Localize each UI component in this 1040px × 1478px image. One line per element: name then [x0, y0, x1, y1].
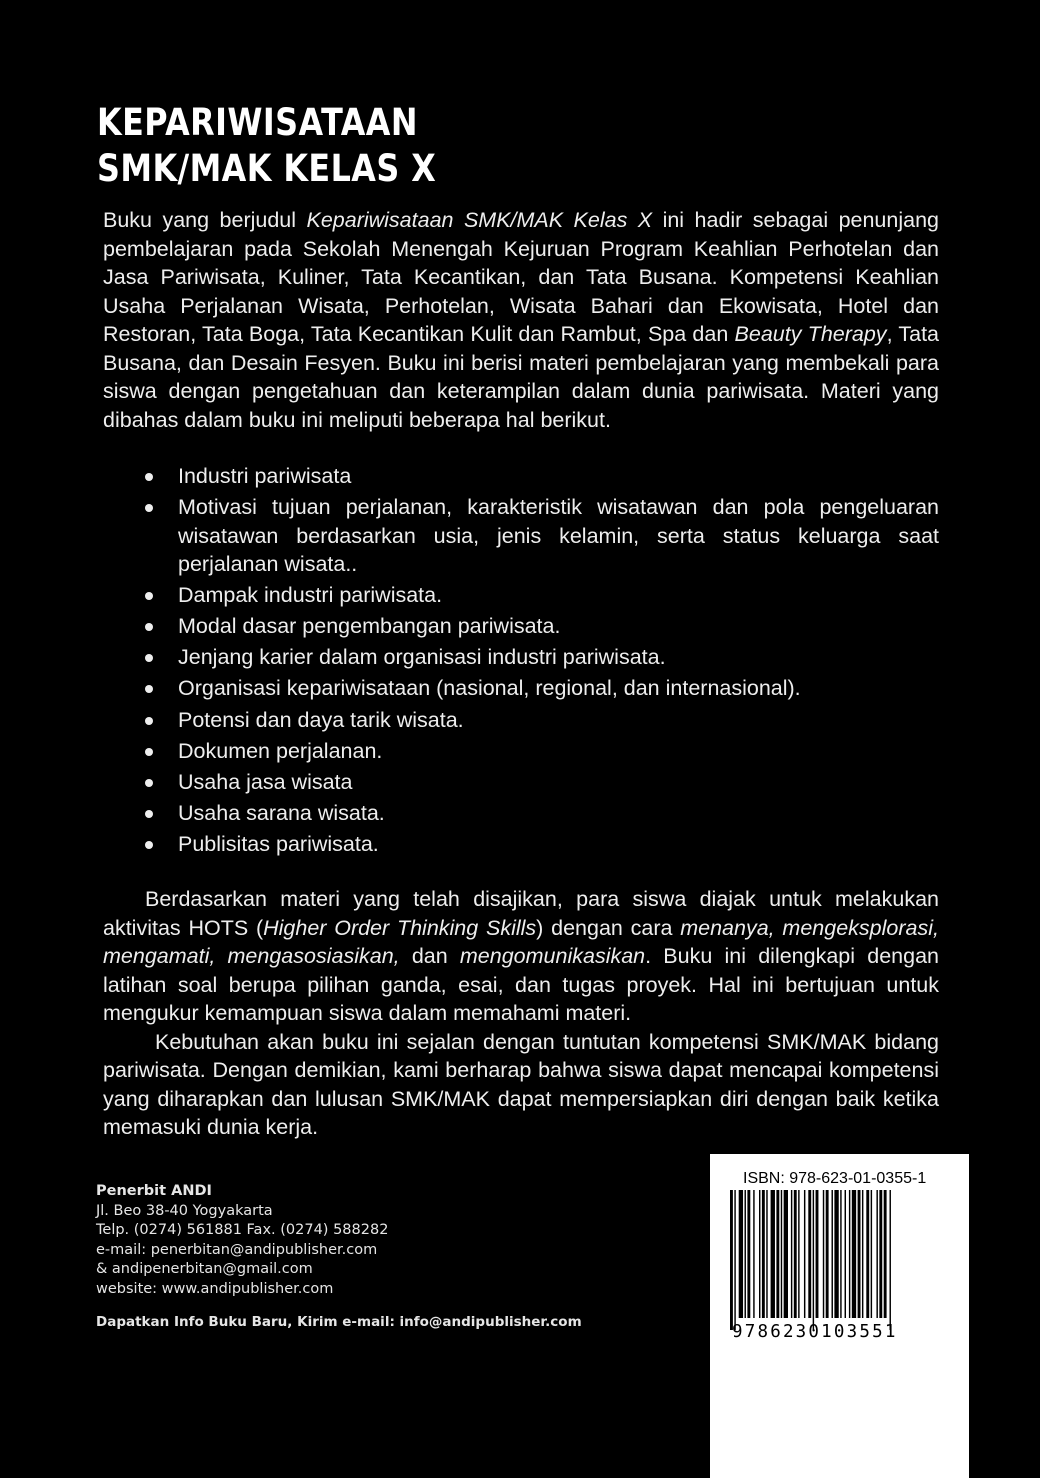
barcode-bar — [849, 1190, 850, 1318]
publisher-info — [96, 1182, 388, 1299]
barcode-bar — [730, 1190, 733, 1330]
publisher-name: Penerbit ANDI — [96, 1183, 212, 1199]
bullet-icon — [145, 592, 153, 600]
list-item: Organisasi kepariwisataan (nasional, regional, dan internasional). — [103, 674, 939, 703]
barcode-bar — [858, 1190, 861, 1318]
bullet-icon — [145, 654, 153, 662]
barcode-bar — [813, 1190, 814, 1330]
barcode-bar — [862, 1190, 863, 1318]
barcode-bar — [759, 1190, 760, 1318]
list-item: Modal dasar pengembangan pariwisata. — [103, 612, 939, 641]
barcode-bar — [823, 1190, 824, 1318]
barcode-bar — [804, 1190, 805, 1318]
barcode-bar — [834, 1190, 838, 1318]
barcode-bar — [776, 1190, 779, 1318]
intro-text-2: ini hadir sebagai penunjang pembelajaran pada Sekolah Menengah Kejuruan Program Keahlian Perhotelan dan Jasa Pariwisata, Kuliner, Tata Kecantikan, dan Tata Busana. Kompetensi Keahlian Usaha Perjalanan Wisata, Perhotelan, Wisata Bahari dan Ekowisata, Hotel dan Restoran, Tata Boga, Tata Kecantikan Kulit dan Rambut, Spa dan — [103, 208, 939, 346]
barcode-bar — [845, 1190, 846, 1318]
barcode-bar — [745, 1190, 746, 1318]
barcode-bar — [840, 1190, 841, 1318]
promo-line: Dapatkan Info Buku Baru, Kirim e-mail: info@andipublisher.com — [96, 1314, 582, 1330]
publisher-email: e-mail: penerbitan@andipublisher.com — [96, 1241, 378, 1258]
list-item: Potensi dan daya tarik wisata. — [103, 706, 939, 735]
publisher-address: Jl. Beo 38-40 Yogyakarta — [96, 1202, 273, 1219]
publisher-phone: Telp. (0274) 561881 Fax. (0274) 588282 — [96, 1222, 389, 1238]
barcode-digits: 9786230103551 — [732, 1322, 898, 1342]
barcode-bar — [832, 1190, 833, 1318]
bullet-icon — [145, 748, 153, 756]
list-item: Dokumen perjalanan. — [103, 737, 939, 766]
closing-paragraph-2: Kebutuhan akan buku ini sejalan dengan tuntutan kompetensi SMK/MAK bidang pariwisata. Dengan demikian, kami berharap bahwa siswa dapat mencapai kompetensi yang diharapkan dan lulusan SMK/MAK dapat mempersiapkan diri dengan baik ketika memasuki dunia kerja. — [103, 1029, 939, 1139]
isbn-panel — [710, 1154, 969, 1478]
intro-book-title: Kepariwisataan SMK/MAK Kelas X — [306, 208, 653, 232]
barcode-bar — [890, 1190, 891, 1330]
barcode-bar — [791, 1190, 792, 1318]
barcode-bar — [747, 1190, 750, 1318]
title-line-1: KEPARIWISATAAN — [97, 101, 418, 144]
bullet-icon — [145, 841, 153, 849]
isbn-label: ISBN: 978-623-01-0355-1 — [743, 1170, 927, 1187]
list-item: Dampak industri pariwisata. — [103, 581, 939, 610]
barcode-bar — [816, 1190, 819, 1318]
bullet-icon — [145, 810, 153, 818]
barcode-bar — [876, 1190, 877, 1318]
barcode-bar — [871, 1190, 872, 1318]
barcode-bar — [884, 1190, 887, 1318]
bullet-icon — [145, 685, 153, 693]
closing-paragraph-1: Berdasarkan materi yang telah disajikan, para siswa diajak untuk melakukan aktivitas HOTS (Higher Order Thinking Skills) dengan cara menanya, mengeksplorasi, mengamati, mengasosiasikan, dan mengomunikasikan. Buku ini dilengkapi dengan latihan soal berupa pilihan ganda, esai, dan tugas proyek. Hal ini bertujuan untuk mengukur kemampuan siswa dalam memahami materi. — [103, 887, 939, 1025]
barcode-bar — [866, 1190, 869, 1318]
list-item: Jenjang karier dalam organisasi industri pariwisata. — [103, 643, 939, 672]
barcode-bar — [766, 1190, 767, 1318]
bullet-icon — [145, 504, 153, 512]
list-item: Usaha jasa wisata — [103, 768, 939, 797]
barcode-bar — [753, 1190, 754, 1318]
closing-paragraphs — [103, 885, 939, 1142]
title-line-2: SMK/MAK KELAS X — [97, 147, 437, 190]
barcode-bar — [826, 1190, 829, 1318]
intro-text-1: Buku yang berjudul — [103, 208, 307, 232]
bullet-icon — [145, 473, 153, 481]
barcode-bar — [762, 1190, 765, 1318]
list-item: Motivasi tujuan perjalanan, karakteristik wisatawan dan pola pengeluaran wisatawan berdasarkan usia, jenis kelamin, serta status keluarga saat perjalanan wisata.. — [103, 493, 939, 579]
barcode-bar — [734, 1190, 735, 1330]
barcode-bar — [808, 1190, 811, 1318]
list-item: Usaha sarana wisata. — [103, 799, 939, 828]
intro-beauty-therapy: Beauty Therapy — [734, 322, 887, 346]
barcode-bar — [739, 1190, 743, 1318]
intro-paragraph — [103, 206, 939, 434]
bullet-icon — [145, 623, 153, 631]
barcode-bar — [771, 1190, 775, 1318]
publisher-website: website: www.andipublisher.com — [96, 1280, 334, 1297]
barcode-bar — [879, 1190, 882, 1318]
barcode-icon — [730, 1190, 950, 1330]
topic-list — [103, 462, 939, 861]
barcode-bar — [781, 1190, 782, 1318]
bullet-icon — [145, 779, 153, 787]
list-item: Publisitas pariwisata. — [103, 830, 939, 859]
barcode-bar — [794, 1190, 797, 1318]
publisher-email-2: & andipenerbitan@gmail.com — [96, 1261, 313, 1277]
barcode-bar — [784, 1190, 788, 1318]
barcode-bar — [798, 1190, 799, 1318]
barcode-bar — [852, 1190, 856, 1318]
book-title — [97, 100, 436, 192]
intro-text-3: , Tata Busana, dan Desain Fesyen. Buku ini berisi materi pembelajaran yang membekali para siswa dengan pengetahuan dan keterampilan dalam dunia pariwisata. Materi yang dibahas dalam buku ini meliputi beberapa hal berikut. — [103, 322, 940, 432]
bullet-icon — [145, 717, 153, 725]
list-item: Industri pariwisata — [103, 462, 939, 491]
